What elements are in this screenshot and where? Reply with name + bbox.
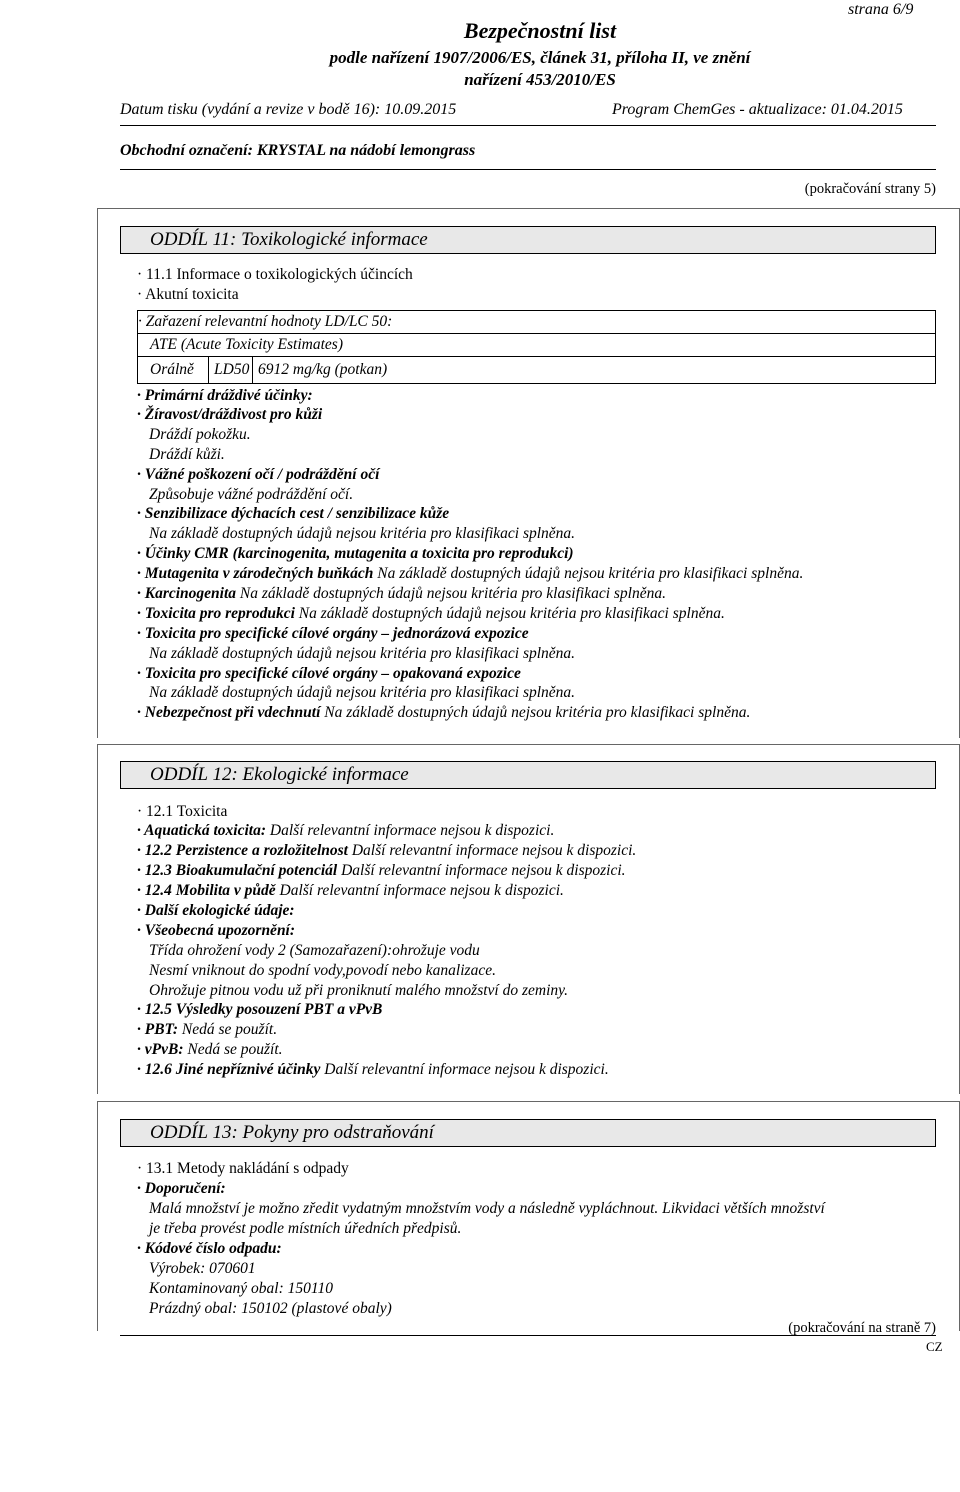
program-version: Program ChemGes - aktualizace: 01.04.2015 bbox=[612, 101, 903, 118]
s11-skin-corrosion: · Žíravost/dráždivost pro kůži bbox=[137, 406, 323, 423]
trade-name-divider bbox=[120, 169, 936, 170]
document-title: Bezpečnostní list bbox=[463, 18, 617, 43]
s11-stot-single: · Toxicita pro specifické cílové orgány – jednorázová expozice bbox=[137, 625, 529, 642]
s11-sensitisation: · Senzibilizace dýchacích cest / senzibilizace kůže bbox=[137, 505, 450, 522]
ate-row bbox=[137, 333, 936, 357]
s11-stot-repeated-text: Na základě dostupných údajů nejsou kritéria pro klasifikaci splněna. bbox=[149, 684, 576, 701]
print-date: Datum tisku (vydání a revize v bodě 16): 10.09.2015 bbox=[120, 101, 457, 118]
ate-type: LD50 bbox=[214, 361, 250, 378]
s13-waste-code: · Kódové číslo odpadu: bbox=[137, 1240, 282, 1257]
s11-mutagenicity: · Mutagenita v zárodečných buňkách Na základě dostupných údajů nejsou kritéria pro klasifikaci splněna. bbox=[137, 565, 804, 582]
s12-persistence: · 12.2 Perzistence a rozložitelnost Další relevantní informace nejsou k dispozici. bbox=[137, 842, 637, 859]
s11-eye-damage: · Vážné poškození očí / podráždění očí bbox=[137, 466, 380, 483]
s11-skin-text-2: Dráždí kůži. bbox=[149, 446, 225, 463]
s13-contaminated-packaging: Kontaminovaný obal: 150110 bbox=[149, 1280, 333, 1297]
s13-recommendation: · Doporučení: bbox=[137, 1180, 226, 1197]
regulation-line-2: nařízení 453/2010/ES bbox=[464, 70, 616, 89]
trade-name: Obchodní označení: KRYSTAL na nádobí lemongrass bbox=[120, 142, 476, 159]
s13-recommendation-text-2: je třeba provést podle místních úředních předpisů. bbox=[149, 1220, 462, 1237]
section-13-title: ODDÍL 13: Pokyny pro odstraňování bbox=[150, 1122, 434, 1143]
ate-route: Orálně bbox=[150, 361, 194, 378]
s11-aspiration-hazard: · Nebezpečnost při vdechnutí Na základě dostupných údajů nejsou kritéria pro klasifikaci splněna. bbox=[137, 704, 751, 721]
s12-groundwater: Nesmí vniknout do spodní vody,povodí nebo kanalizace. bbox=[149, 962, 496, 979]
s13-waste-methods: · 13.1 Metody nakládání s odpady bbox=[137, 1160, 349, 1177]
section-11-title: ODDÍL 11: Toxikologické informace bbox=[150, 229, 428, 250]
page-number: strana 6/9 bbox=[848, 1, 914, 18]
section-13-heading bbox=[120, 1119, 936, 1147]
s11-subsection-11-1: · 11.1 Informace o toxikologických účincích bbox=[137, 266, 413, 283]
footer-divider bbox=[120, 1335, 936, 1336]
ate-value-row bbox=[137, 356, 936, 384]
s11-carcinogenicity: · Karcinogenita Na základě dostupných údajů nejsou kritéria pro klasifikaci splněna. bbox=[137, 585, 666, 602]
s13-product-code: Výrobek: 070601 bbox=[149, 1260, 256, 1277]
s13-empty-packaging: Prázdný obal: 150102 (plastové obaly) bbox=[149, 1300, 392, 1317]
s12-drinking-water: Ohrožuje pitnou vodu už při proniknutí malého množství do zeminy. bbox=[149, 982, 569, 999]
s12-pbt-vpvb: · 12.5 Výsledky posouzení PBT a vPvB bbox=[137, 1001, 383, 1018]
s12-bioaccumulation: · 12.3 Bioakumulační potenciál Další relevantní informace nejsou k dispozici. bbox=[137, 862, 626, 879]
s11-stot-single-text: Na základě dostupných údajů nejsou kritéria pro klasifikaci splněna. bbox=[149, 645, 576, 662]
s11-skin-text-1: Dráždí pokožku. bbox=[149, 426, 251, 443]
header-divider bbox=[120, 125, 936, 126]
section-11-heading bbox=[120, 226, 936, 254]
s11-stot-repeated: · Toxicita pro specifické cílové orgány – opakovaná expozice bbox=[137, 665, 521, 682]
regulation-line-1: podle nařízení 1907/2006/ES, článek 31, příloha II, ve znění bbox=[329, 48, 751, 67]
section-12-heading bbox=[120, 761, 936, 789]
s13-recommendation-text-1: Malá množství je možno zředit vydatným množstvím vody a následně vypláchnout. Likvidaci větších množství bbox=[149, 1200, 825, 1217]
section-12-title: ODDÍL 12: Ekologické informace bbox=[150, 764, 409, 785]
ate-cell-divider-1 bbox=[208, 356, 209, 384]
s11-reproductive-toxicity: · Toxicita pro reprodukci Na základě dostupných údajů nejsou kritéria pro klasifikaci splněna. bbox=[137, 605, 725, 622]
ld-lc50-label: · Zařazení relevantní hodnoty LD/LC 50: bbox=[138, 313, 393, 330]
s12-vpvb: · vPvB: Nedá se použít. bbox=[137, 1041, 283, 1058]
s11-primary-irritant: · Primární dráždivé účinky: bbox=[137, 387, 313, 404]
s12-toxicity: · 12.1 Toxicita bbox=[137, 803, 228, 820]
ate-value: 6912 mg/kg (potkan) bbox=[258, 361, 388, 378]
s11-sensitisation-text: Na základě dostupných údajů nejsou kritéria pro klasifikaci splněna. bbox=[149, 525, 576, 542]
s12-water-hazard: Třída ohrožení vody 2 (Samozařazení):ohrožuje vodu bbox=[149, 942, 480, 959]
s12-general-notes: · Všeobecná upozornění: bbox=[137, 922, 296, 939]
s12-mobility: · 12.4 Mobilita v půdě Další relevantní informace nejsou k dispozici. bbox=[137, 882, 564, 899]
continued-to: (pokračování na straně 7) bbox=[788, 1320, 936, 1336]
s12-aquatic-toxicity: · Aquatická toxicita: Další relevantní informace nejsou k dispozici. bbox=[137, 822, 555, 839]
continued-from: (pokračování strany 5) bbox=[804, 181, 936, 197]
s12-other-eco-data: · Další ekologické údaje: bbox=[137, 902, 295, 919]
ate-label: ATE (Acute Toxicity Estimates) bbox=[150, 336, 343, 353]
ate-cell-divider-2 bbox=[252, 356, 253, 384]
ld-lc50-row bbox=[137, 310, 936, 334]
s12-pbt: · PBT: Nedá se použít. bbox=[137, 1021, 278, 1038]
s11-cmr-effects: · Účinky CMR (karcinogenita, mutagenita a toxicita pro reprodukci) bbox=[137, 545, 574, 562]
language-code: CZ bbox=[926, 1339, 943, 1354]
s11-eye-text: Způsobuje vážné podráždění očí. bbox=[149, 486, 354, 503]
s12-other-adverse: · 12.6 Jiné nepříznivé účinky Další relevantní informace nejsou k dispozici. bbox=[137, 1061, 609, 1078]
s11-acute-toxicity: · Akutní toxicita bbox=[137, 286, 239, 303]
